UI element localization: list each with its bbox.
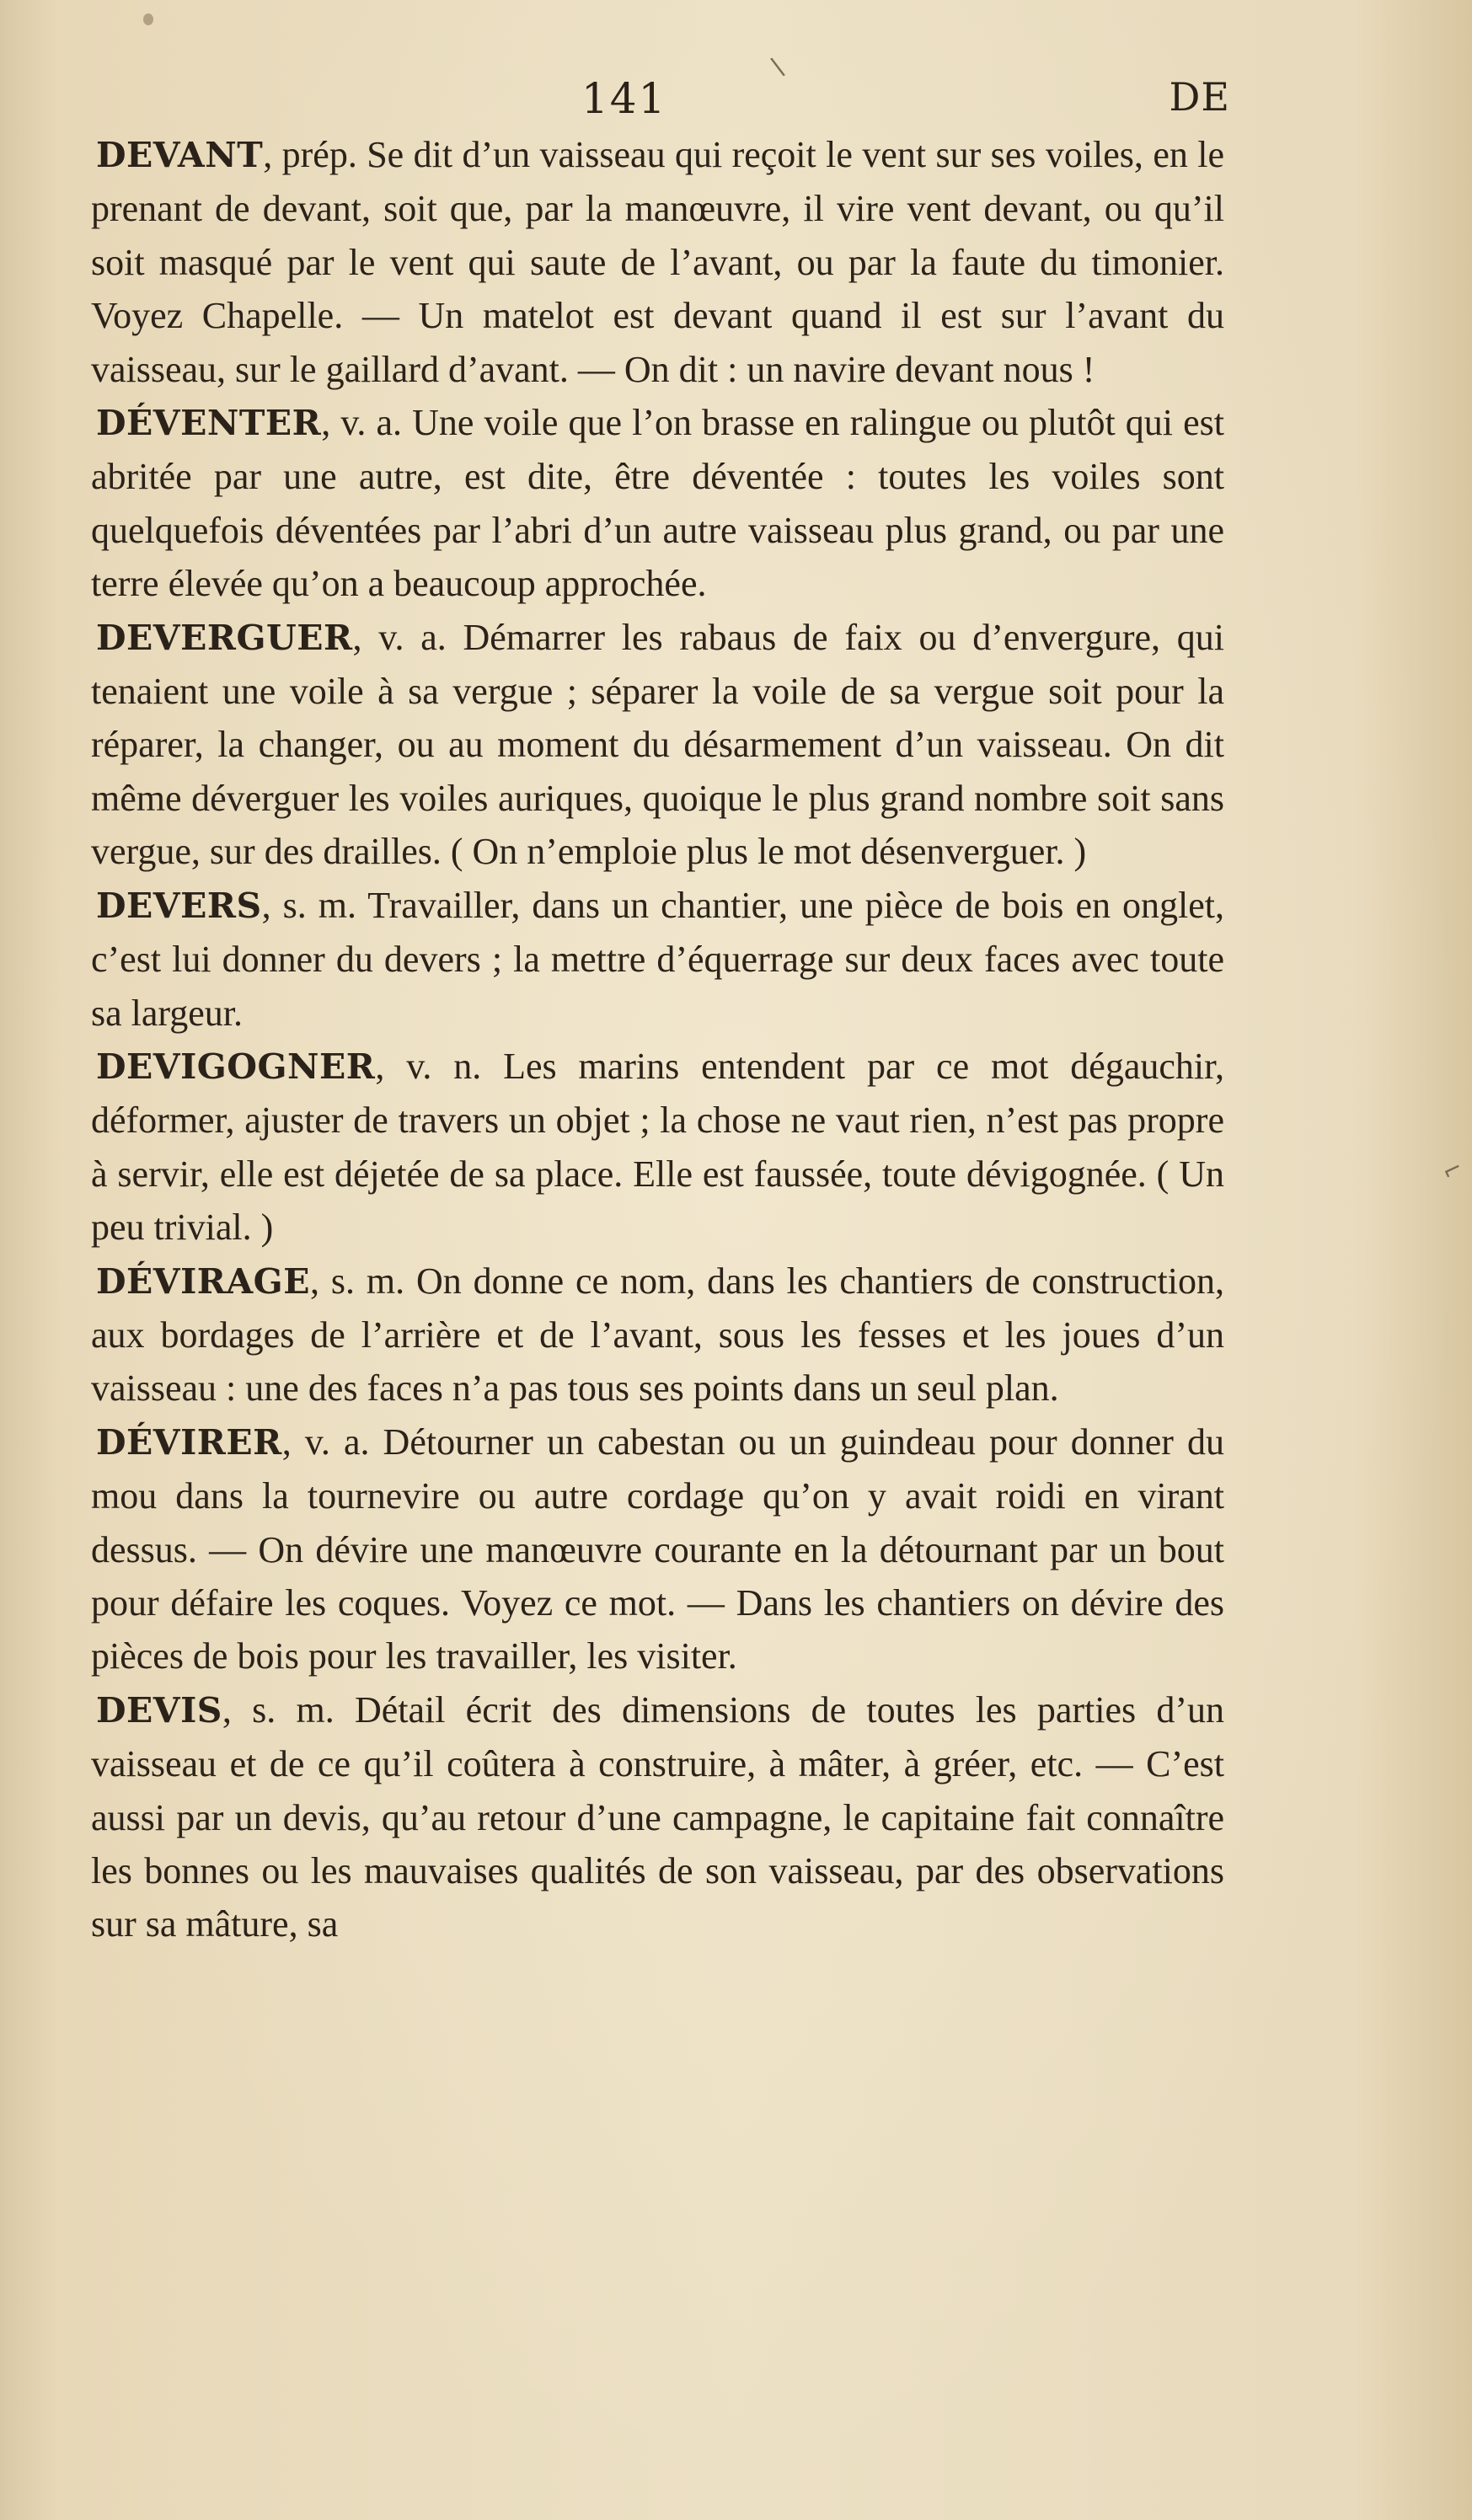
- page-number: 141: [581, 74, 667, 123]
- headword: DÉVIRAGE: [96, 1260, 310, 1302]
- pencil-mark-margin: ⌐: [1437, 1153, 1468, 1187]
- page-header: [84, 74, 1230, 125]
- entry-deventer: [91, 396, 1224, 611]
- headword: DEVANT: [96, 135, 264, 175]
- headword: DÉVENTER: [96, 403, 322, 444]
- headword: DEVERS: [96, 885, 262, 926]
- entry-devirer: [91, 1415, 1224, 1683]
- definition: , s. m. Travailler, dans un chantier, une pièce de bois en onglet, c’est lui donner du devers ; la mettre d’équerrage sur deux faces avec toute sa largeur.: [91, 884, 1224, 1034]
- headword: DEVIGOGNER: [96, 1046, 376, 1087]
- entry-devers: [91, 879, 1224, 1040]
- definition: , v. a. Une voile que l’on brasse en ralingue ou plutôt qui est abritée par une autre, est dite, être déventée : toutes les voiles sont quelquefois déventées par l’abri d’un autre vaisseau plus grand, ou par une terre élevée qu’on a beaucoup approchée.: [91, 402, 1224, 605]
- entry-devirage: [91, 1255, 1224, 1415]
- headword: DÉVIRER: [96, 1421, 282, 1463]
- dictionary-text: [91, 128, 1224, 1951]
- headword: DEVIS: [96, 1689, 222, 1731]
- entry-devigogner: [91, 1040, 1224, 1255]
- definition: , s. m. On donne ce nom, dans les chantiers de construction, aux bordages de l’arrière et de l’avant, sous les fesses et les joues d’un vaisseau : une des faces n’a pas tous ses points dans un seul plan.: [91, 1260, 1224, 1410]
- definition: , s. m. Détail écrit des dimensions de toutes les parties d’un vaisseau et de ce qu’il coûtera à construire, à mâter, à gréer, etc. — C’est aussi par un devis, qu’au retour d’une campagne, le capitaine fait connaître les bonnes ou les mauvaises qualités de son vaisseau, par des observations sur sa mâture, sa: [91, 1688, 1224, 1945]
- entry-devant: [91, 128, 1224, 396]
- ink-speck: [143, 13, 153, 25]
- definition: , v. a. Démarrer les rabaus de faix ou d’envergure, qui tenaient une voile à sa vergue ; séparer la voile de sa vergue soit pour la réparer, la changer, ou au moment du désarmement d’un vaisseau. On dit même déverguer les voiles auriques, quoique le plus grand nombre soit sans vergue, sur des drailles. ( On n’emploie plus le mot désenverguer. ): [91, 616, 1224, 873]
- pencil-mark-top: \: [768, 51, 787, 83]
- headword: DEVERGUER: [96, 617, 353, 658]
- definition: , v. n. Les marins entendent par ce mot dégauchir, déformer, ajuster de travers un objet ; la chose ne vaut rien, n’est pas propre à servir, elle est déjetée de sa place. Elle est faussée, toute dévigognée. ( Un peu trivial. ): [91, 1045, 1224, 1249]
- running-head: DE: [1169, 74, 1230, 120]
- entry-devis: [91, 1683, 1224, 1951]
- definition: , prép. Se dit d’un vaisseau qui reçoit le vent sur ses voiles, en le prenant de devant, soit que, par la manœuvre, il vire vent devant, ou qu’il soit masqué par le vent qui saute de l’avant, ou par la faute du timonier. Voyez Chapelle. — Un matelot est devant quand il est sur l’avant du vaisseau, sur le gaillard d’avant. — On dit : un navire devant nous !: [91, 134, 1224, 390]
- definition: , v. a. Détourner un cabestan ou un guindeau pour donner du mou dans la tournevire ou autre cordage qu’on y avait roidi en virant dessus. — On dévire une manœuvre courante en la détournant par un bout pour défaire les coques. Voyez ce mot. — Dans les chantiers on dévire des pièces de bois pour les travailler, les visiter.: [91, 1421, 1224, 1677]
- entry-deverguer: [91, 611, 1224, 879]
